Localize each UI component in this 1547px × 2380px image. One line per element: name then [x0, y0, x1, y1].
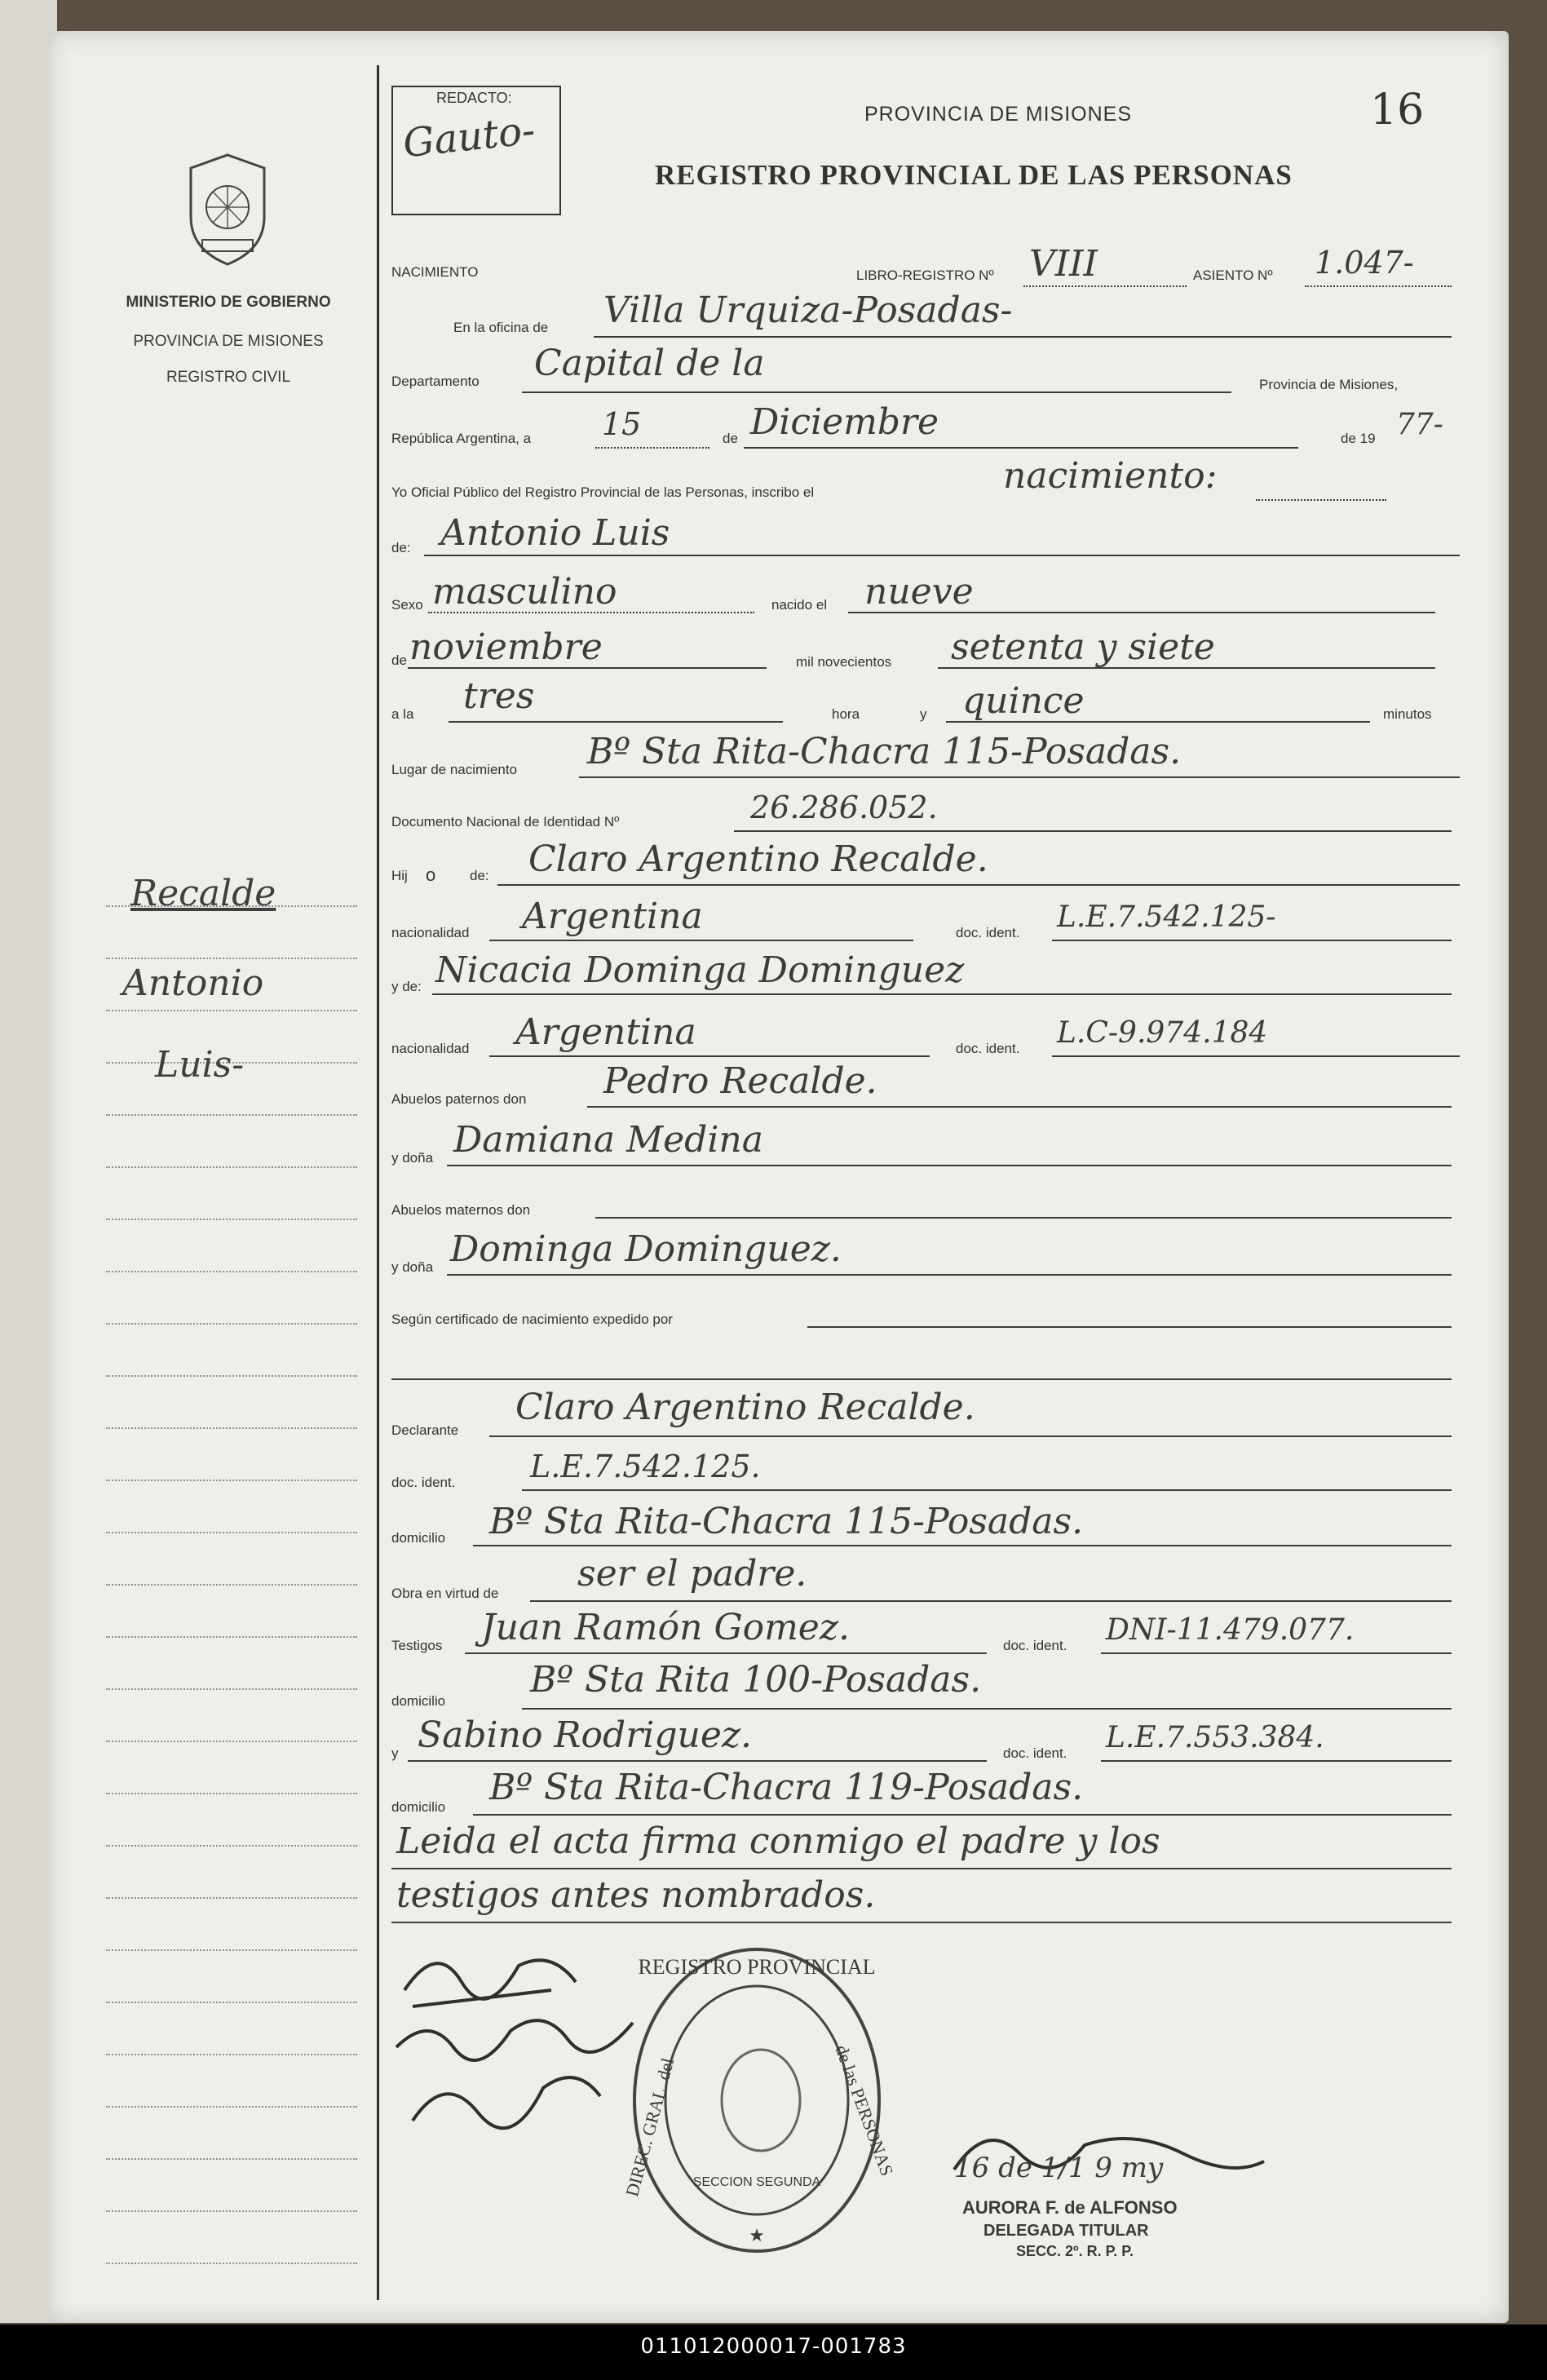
libro-label: LIBRO-REGISTRO Nº — [856, 268, 994, 283]
acto-value: nacimiento: — [1003, 455, 1218, 497]
nac-madre-label: nacionalidad — [391, 1041, 470, 1056]
margin-rule — [106, 1741, 357, 1742]
testigo2-doc-label: doc. ident. — [1003, 1745, 1067, 1761]
testigo2-value: Sabino Rodriguez. — [418, 1714, 753, 1756]
margin-rule — [106, 1114, 357, 1116]
lugar-value: Bº Sta Rita-Chacra 115-Posadas. — [587, 731, 1182, 772]
nombre-value: Antonio Luis — [440, 512, 670, 554]
registry-seal — [621, 1941, 898, 2259]
redacto-label: REDACTO: — [436, 90, 512, 106]
margin-rule — [106, 1584, 357, 1586]
margin-rule — [106, 1480, 357, 1481]
certificado-label: Según certificado de nacimiento expedido por — [391, 1312, 673, 1327]
madre-value: Nicacia Dominga Dominguez — [435, 949, 965, 991]
minutos-label: minutos — [1383, 706, 1432, 722]
abuela-pat-value: Damiana Medina — [453, 1119, 763, 1161]
margin-rule — [106, 1166, 357, 1168]
hora-value: tres — [463, 675, 535, 717]
margin-rule — [106, 1427, 357, 1429]
margin-surname: Recalde — [130, 873, 276, 914]
margin-rule — [106, 1323, 357, 1325]
image-caption: 011012000017-001783 — [640, 2334, 907, 2359]
doc-padre-value: L.E.7.542.125- — [1057, 900, 1276, 934]
margin-rule — [106, 2158, 357, 2160]
doc-declarante-value: L.E.7.542.125. — [530, 1449, 761, 1484]
redacto-value: Gauto- — [400, 107, 537, 167]
nacido-value: nueve — [864, 571, 974, 613]
madre-label: y de: — [391, 979, 422, 994]
oficina-value: Villa Urquiza-Posadas- — [603, 290, 1013, 331]
seal-right-text: de las PERSONAS — [831, 2042, 898, 2179]
de-label: de — [723, 431, 738, 446]
anio-nac-value: setenta y siete — [951, 626, 1215, 668]
seal-inner-text: SECCION SEGUNDA — [692, 2175, 821, 2189]
oficina-label: En la oficina de — [453, 320, 549, 335]
margin-rule — [106, 1793, 357, 1794]
provincia-suffix: Provincia de Misiones, — [1259, 377, 1399, 392]
testigo1-doc-value: DNI-11.479.077. — [1106, 1613, 1355, 1647]
margin-rule — [106, 1897, 357, 1899]
nota-line-1: Leida el acta firma conmigo el padre y los — [396, 1820, 1160, 1862]
margin-rule — [106, 2002, 357, 2003]
testigo2-dom-label: domicilio — [391, 1799, 446, 1815]
dia-value: 15 — [602, 406, 642, 442]
mes-nac-label: de — [391, 653, 407, 668]
stamp-line-1: AURORA F. de ALFONSO — [962, 2197, 1178, 2218]
page-number: 16 — [1370, 86, 1425, 135]
testigo2-dom-value: Bº Sta Rita-Chacra 119-Posadas. — [489, 1767, 1084, 1808]
hijo-de-label: de: — [470, 868, 489, 883]
doc-madre-value: L.C-9.974.184 — [1057, 1016, 1268, 1050]
stamp-handwritten: 16 de 1/1 9 my — [954, 2152, 1164, 2184]
margin-rule — [106, 1636, 357, 1638]
ministry-line-1: MINISTERIO DE GOBIERNO — [126, 294, 331, 311]
asiento-value: 1.047- — [1315, 245, 1414, 281]
seal-top-text: REGISTRO PROVINCIAL — [638, 1955, 876, 1979]
margin-rule — [106, 1949, 357, 1951]
lugar-label: Lugar de nacimiento — [391, 762, 518, 777]
testigo1-dom-label: domicilio — [391, 1693, 446, 1709]
seal-left-text: DIREC. GRAL. del — [621, 2055, 678, 2199]
act-type-label: NACIMIENTO — [391, 264, 479, 280]
nacido-label: nacido el — [771, 597, 828, 613]
margin-rule — [106, 1271, 357, 1272]
testigo2-doc-value: L.E.7.553.384. — [1106, 1721, 1324, 1754]
hora-label: hora — [832, 706, 860, 722]
margin-rule — [106, 1219, 357, 1220]
doc-madre-label: doc. ident. — [956, 1041, 1020, 1056]
sexo-value: masculino — [432, 571, 617, 613]
asiento-label: ASIENTO Nº — [1193, 268, 1273, 283]
nombre-label: de: — [391, 540, 411, 555]
coat-of-arms-icon — [183, 152, 272, 268]
dni-label: Documento Nacional de Identidad Nº — [391, 814, 620, 829]
margin-rule — [106, 2106, 357, 2108]
margin-name-1: Antonio — [122, 962, 264, 1004]
declarante-value: Claro Argentino Recalde. — [515, 1387, 975, 1428]
y-label: y — [920, 706, 927, 722]
oficial-label: Yo Oficial Público del Registro Provincial de las Personas, inscribo el — [391, 484, 815, 500]
sexo-label: Sexo — [391, 597, 423, 613]
testigo2-y-label: y — [391, 1745, 399, 1761]
nota-line-2: testigos antes nombrados. — [396, 1874, 876, 1916]
nac-padre-label: nacionalidad — [391, 925, 470, 940]
minutos-value: quince — [962, 680, 1085, 722]
star-icon: ★ — [749, 2225, 765, 2245]
margin-rule — [106, 1845, 357, 1847]
margin-rule — [106, 2054, 357, 2055]
domicilio-declarante-value: Bº Sta Rita-Chacra 115-Posadas. — [489, 1501, 1084, 1542]
margin-rule — [106, 1010, 357, 1011]
testigo1-doc-label: doc. ident. — [1003, 1638, 1067, 1653]
registry-title: REGISTRO PROVINCIAL DE LAS PERSONAS — [655, 159, 1293, 191]
mil-label: mil novecientos — [796, 654, 892, 670]
doc-padre-label: doc. ident. — [956, 925, 1020, 940]
padre-value: Claro Argentino Recalde. — [528, 838, 988, 880]
departamento-value: Capital de la — [534, 343, 765, 384]
abuelo-pat-value: Pedro Recalde. — [603, 1060, 877, 1102]
stamp-line-3: SECC. 2º. R. P. P. — [1016, 2243, 1134, 2259]
doc-declarante-label: doc. ident. — [391, 1475, 456, 1490]
abuela-mat-value: Dominga Dominguez. — [450, 1228, 842, 1270]
anio-value: 77- — [1396, 408, 1443, 441]
obra-value: ser el padre. — [577, 1553, 807, 1595]
testigo1-dom-value: Bº Sta Rita 100-Posadas. — [530, 1659, 982, 1701]
republica-label: República Argentina, a — [391, 431, 532, 446]
departamento-label: Departamento — [391, 374, 480, 389]
ministry-line-3: REGISTRO CIVIL — [166, 369, 291, 386]
mes-nac-value: noviembre — [409, 626, 603, 668]
testigo1-value: Juan Ramón Gomez. — [481, 1607, 851, 1648]
margin-rule — [106, 2263, 357, 2264]
margin-rule — [106, 1688, 357, 1690]
hijo-suffix: o — [426, 865, 436, 885]
domicilio-declarante-label: domicilio — [391, 1530, 446, 1546]
declarante-label: Declarante — [391, 1422, 459, 1438]
nac-madre-value: Argentina — [515, 1011, 696, 1053]
hijo-label: Hij — [391, 868, 408, 883]
libro-value: VIII — [1029, 243, 1098, 285]
mes-value: Diciembre — [750, 401, 939, 443]
dni-value: 26.286.052. — [750, 790, 938, 825]
ministry-line-2: PROVINCIA DE MISIONES — [133, 333, 324, 350]
margin-name-2: Luis- — [155, 1044, 245, 1086]
anio-prefix: de 19 — [1341, 431, 1376, 446]
hora-prefix-label: a la — [391, 706, 414, 722]
stamp-line-2: DELEGADA TITULAR — [983, 2222, 1149, 2240]
testigos-label: Testigos — [391, 1638, 443, 1653]
obra-label: Obra en virtud de — [391, 1586, 499, 1601]
abuelos-pat-label: Abuelos paternos don — [391, 1091, 527, 1107]
margin-rule — [106, 1375, 357, 1377]
margin-rule — [106, 1532, 357, 1533]
nac-padre-value: Argentina — [522, 896, 703, 937]
abuelos-mat-label: Abuelos maternos don — [391, 1202, 531, 1218]
margin-rule — [106, 958, 357, 959]
province-heading: PROVINCIA DE MISIONES — [864, 103, 1133, 126]
margin-divider — [377, 65, 379, 2300]
abuela-pat-label: y doña — [391, 1150, 434, 1166]
abuela-mat-label: y doña — [391, 1259, 434, 1275]
margin-rule — [106, 2210, 357, 2212]
